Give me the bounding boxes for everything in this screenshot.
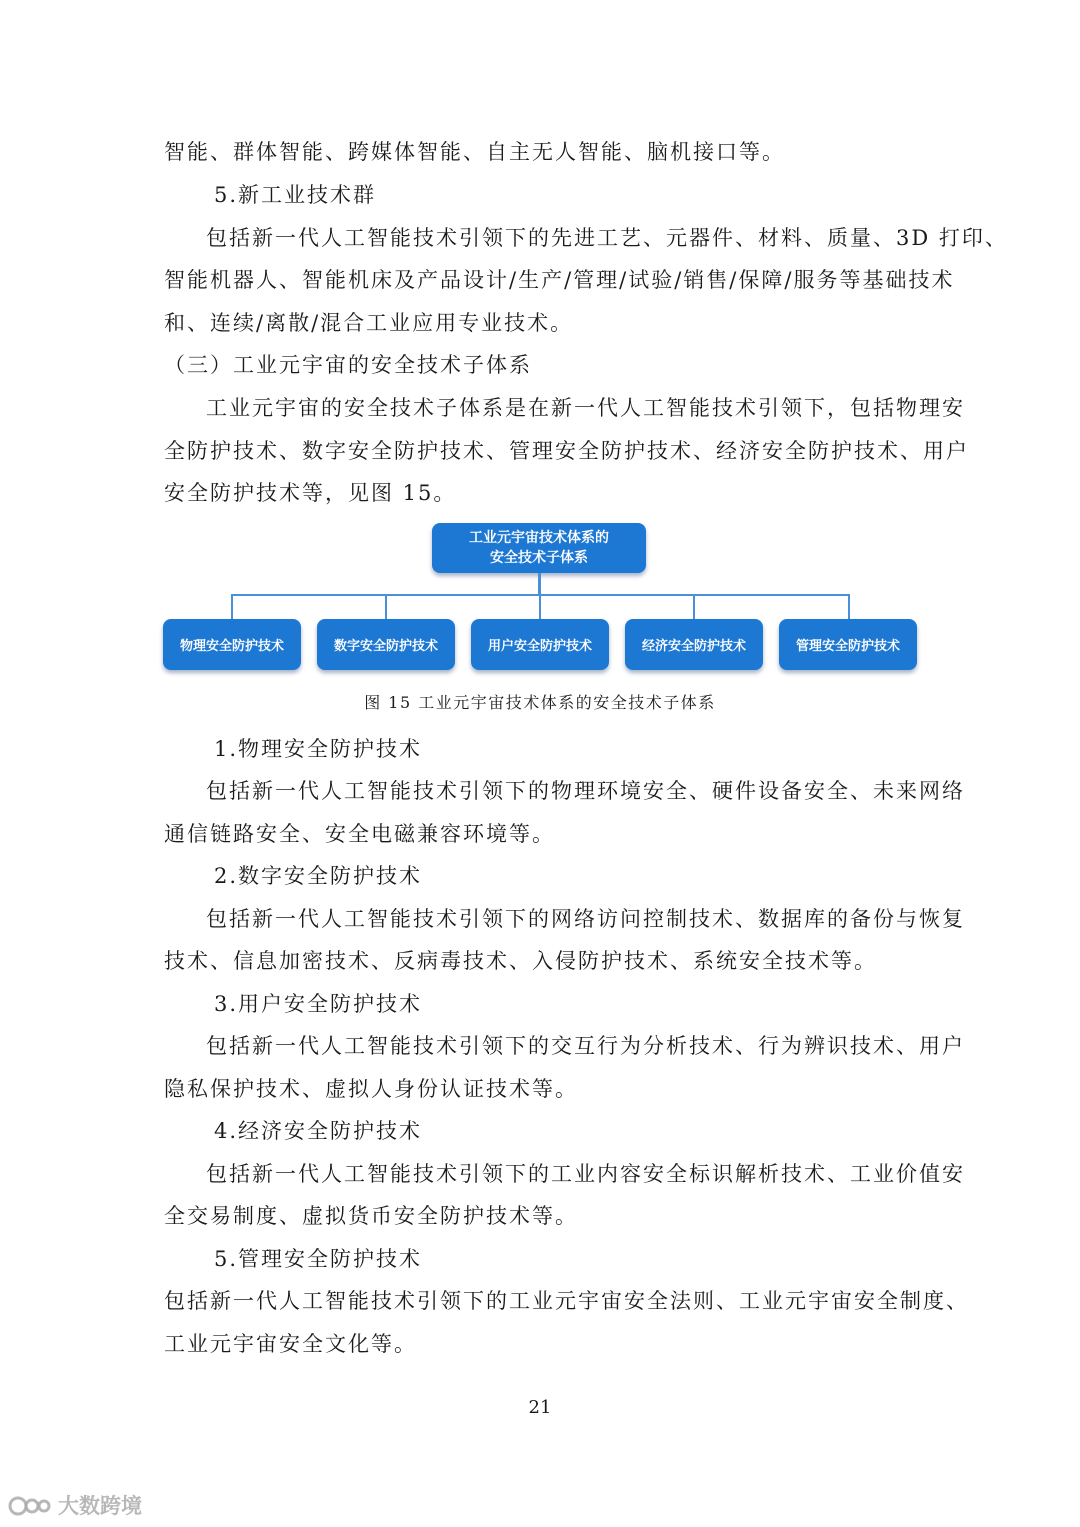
connector-drop	[693, 594, 695, 619]
paragraph-line: 和、连续/离散/混合工业应用专业技术。	[164, 311, 574, 335]
logo-icon	[8, 1493, 52, 1517]
subheading-economic: 4.经济安全防护技术	[214, 1119, 423, 1143]
root-node-line2: 安全技术子体系	[490, 550, 588, 566]
diagram-node-user: 用户安全防护技术	[471, 619, 609, 670]
diagram-node-economic: 经济安全防护技术	[625, 619, 763, 670]
watermark	[8, 1490, 142, 1520]
watermark-text: 大数跨境	[58, 1494, 142, 1518]
diagram-node-physical: 物理安全防护技术	[163, 619, 301, 670]
paragraph-line: 智能、群体智能、跨媒体智能、自主无人智能、脑机接口等。	[164, 140, 785, 164]
figure-caption: 图 15 工业元宇宙技术体系的安全技术子体系	[364, 693, 716, 712]
subheading-user: 3.用户安全防护技术	[214, 992, 423, 1016]
diagram-node-digital: 数字安全防护技术	[317, 619, 455, 670]
paragraph-line: 包括新一代人工智能技术引领下的先进工艺、元器件、材料、质量、3D 打印、	[206, 226, 1008, 250]
subheading-management: 5.管理安全防护技术	[214, 1247, 423, 1271]
paragraph-line: 技术、信息加密技术、反病毒技术、入侵防护技术、系统安全技术等。	[164, 949, 877, 973]
subheading-new-industry-tech: 5.新工业技术群	[214, 183, 377, 207]
subheading-physical: 1.物理安全防护技术	[214, 737, 423, 761]
paragraph-line: 智能机器人、智能机床及产品设计/生产/管理/试验/销售/保障/服务等基础技术	[164, 268, 955, 292]
paragraph-line: 包括新一代人工智能技术引领下的工业元宇宙安全法则、工业元宇宙安全制度、	[164, 1289, 969, 1313]
page-number: 21	[528, 1397, 552, 1418]
paragraph-line: 全防护技术、数字安全防护技术、管理安全防护技术、经济安全防护技术、用户	[164, 439, 969, 463]
diagram-root-node	[432, 523, 646, 573]
paragraph-line: 隐私保护技术、虚拟人身份认证技术等。	[164, 1077, 578, 1101]
paragraph-line: 安全防护技术等，见图 15。	[164, 481, 457, 505]
connector-trunk	[538, 573, 541, 596]
diagram-node-management: 管理安全防护技术	[779, 619, 917, 670]
paragraph-line: 包括新一代人工智能技术引领下的物理环境安全、硬件设备安全、未来网络	[206, 779, 965, 803]
paragraph-line: 通信链路安全、安全电磁兼容环境等。	[164, 822, 555, 846]
connector-drop	[848, 594, 850, 619]
paragraph-line: 包括新一代人工智能技术引领下的工业内容安全标识解析技术、工业价值安	[206, 1162, 965, 1186]
subheading-digital: 2.数字安全防护技术	[214, 864, 423, 888]
section-heading: （三）工业元宇宙的安全技术子体系	[164, 353, 532, 377]
paragraph-line: 工业元宇宙安全文化等。	[164, 1332, 417, 1356]
paragraph-line: 包括新一代人工智能技术引领下的交互行为分析技术、行为辨识技术、用户	[206, 1034, 965, 1058]
paragraph-line: 包括新一代人工智能技术引领下的网络访问控制技术、数据库的备份与恢复	[206, 907, 965, 931]
connector-drop	[539, 594, 541, 619]
paragraph-line: 工业元宇宙的安全技术子体系是在新一代人工智能技术引领下，包括物理安	[206, 396, 965, 420]
paragraph-line: 全交易制度、虚拟货币安全防护技术等。	[164, 1204, 578, 1228]
connector-drop	[231, 594, 233, 619]
connector-drop	[385, 594, 387, 619]
root-node-line1: 工业元宇宙技术体系的	[469, 530, 609, 546]
